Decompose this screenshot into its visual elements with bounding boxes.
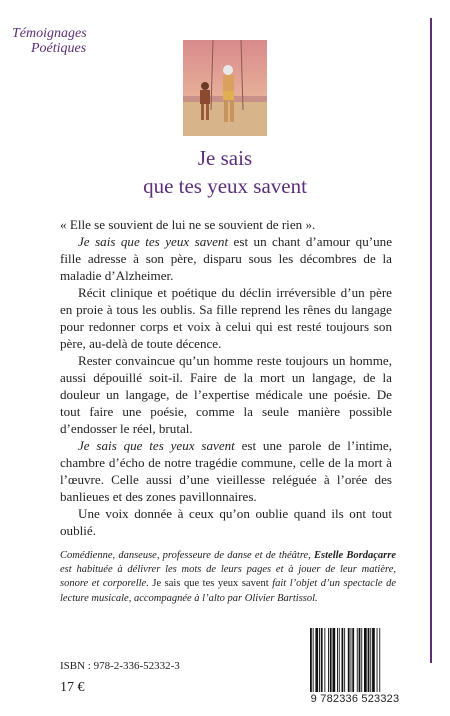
blurb bbox=[60, 216, 392, 539]
blurb-book-title: Je sais que tes yeux savent bbox=[78, 234, 229, 249]
collection-line1: Témoignages bbox=[12, 26, 87, 41]
author-name: Estelle Bordaçarre bbox=[314, 550, 396, 561]
blurb-text: est une parole de l’intime, chambre d’écho de notre tragédie commune, celle de la mort à l’œuvre. Celle aussi d’une vieillesse reléguée à l’orée des banlieues et des zones pavillonnaires. bbox=[60, 438, 392, 504]
book-title-line1: Je sais bbox=[197, 146, 253, 170]
blurb-paragraph-5 bbox=[60, 437, 392, 505]
blurb-book-title: Je sais que tes yeux savent bbox=[78, 438, 235, 453]
collection-line2: Poétiques bbox=[31, 41, 87, 56]
blurb-quote: « Elle se souvient de lui ne se souvient de rien ». bbox=[60, 217, 316, 232]
book-title-line2: que tes yeux savent bbox=[143, 174, 307, 198]
bio-text: Comédienne, danseuse, professeure de danse et de théâtre, bbox=[60, 550, 315, 561]
price: 17 € bbox=[60, 680, 85, 695]
blurb-text: est un chant d’amour qu’une fille adresse à son père, disparu sous les décombres de la maladie d’Alzheimer. bbox=[60, 234, 393, 283]
blurb-paragraph-3: Récit clinique et poétique du déclin irréversible d’un père en proie à tous les oublis. Sa fille reprend les rênes du langage pour redonner corps et voix à celui qui est resté toujours son père, au-delà de toute décence. bbox=[60, 285, 392, 351]
blurb-paragraph-2 bbox=[60, 233, 392, 284]
blurb-paragraph-4: Rester convaincue qu’un homme reste toujours un homme, aussi dépouillé soit-il. Faire de la mort un langage, de la douleur un langage, de l’expertise médicale une poésie. De tout faire une poésie, comme la seule manière possible d’endosser le réel, brutal. bbox=[60, 353, 392, 436]
barcode-digits: 9 782336 523323 bbox=[310, 693, 400, 705]
isbn: ISBN : 978-2-336-52332-3 bbox=[60, 660, 180, 672]
bio-text: fait l’objet d’un spectacle de lecture musicale, accompagnée à l’alto par Olivier Bartissol. bbox=[60, 578, 396, 604]
blurb-paragraph-6: Une voix donnée à ceux qu’on oublie quand ils ont tout oublié. bbox=[60, 506, 392, 538]
collection-name bbox=[12, 26, 87, 56]
bio-text: est habituée à délivrer les mots de leurs pages et à jouer de leur matière, sonore et corporelle. bbox=[60, 564, 396, 590]
bio-book-title: Je sais que tes yeux savent bbox=[152, 578, 269, 590]
author-bio bbox=[60, 549, 396, 606]
barcode bbox=[308, 628, 404, 700]
frame-line bbox=[430, 18, 432, 663]
cover-photo bbox=[183, 40, 267, 136]
